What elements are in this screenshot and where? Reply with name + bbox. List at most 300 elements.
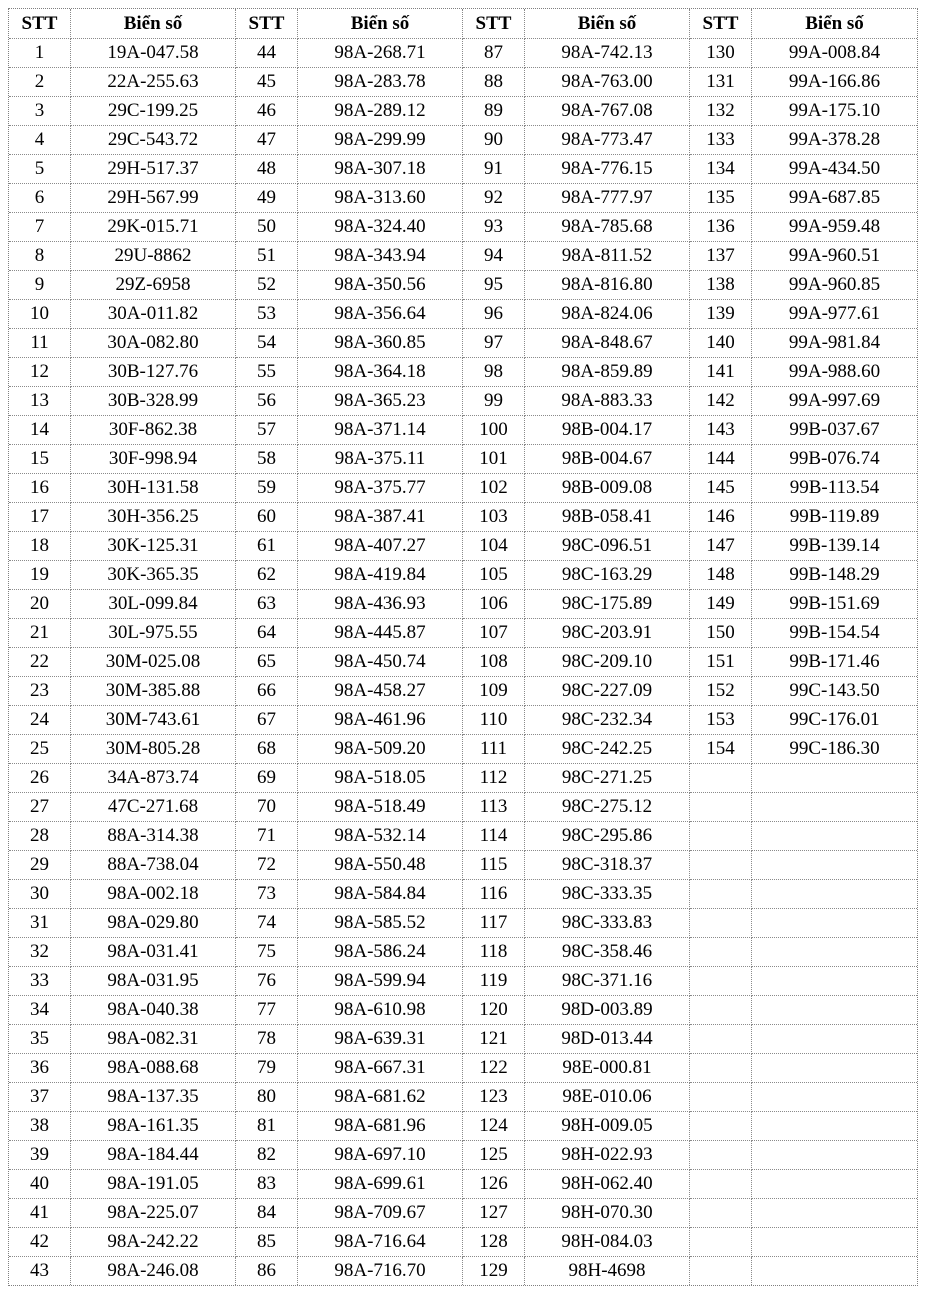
plate-cell: 99A-687.85	[752, 184, 917, 213]
plate-cell	[752, 1199, 917, 1228]
stt-cell: 6	[9, 184, 71, 213]
plate-cell: 98A-031.41	[71, 938, 236, 967]
table-row	[9, 880, 917, 909]
plate-cell: 98A-742.13	[525, 39, 690, 68]
plate-cell: 98A-029.80	[71, 909, 236, 938]
table-row	[9, 648, 917, 677]
stt-cell: 25	[9, 735, 71, 764]
table-row	[9, 358, 917, 387]
plate-cell	[752, 1141, 917, 1170]
table-row	[9, 213, 917, 242]
stt-cell	[690, 764, 752, 793]
plate-cell: 30F-862.38	[71, 416, 236, 445]
stt-cell: 154	[690, 735, 752, 764]
plate-cell: 99B-119.89	[752, 503, 917, 532]
plate-cell: 29H-567.99	[71, 184, 236, 213]
plate-cell: 98A-773.47	[525, 126, 690, 155]
stt-cell: 76	[236, 967, 298, 996]
plate-cell: 98A-610.98	[298, 996, 463, 1025]
plate-cell: 98A-767.08	[525, 97, 690, 126]
plate-cell: 99A-988.60	[752, 358, 917, 387]
stt-cell	[690, 1228, 752, 1257]
stt-cell: 36	[9, 1054, 71, 1083]
plate-cell: 98A-450.74	[298, 648, 463, 677]
plate-cell: 99A-997.69	[752, 387, 917, 416]
stt-cell: 59	[236, 474, 298, 503]
plate-cell: 98A-324.40	[298, 213, 463, 242]
plate-cell: 98H-022.93	[525, 1141, 690, 1170]
plate-cell: 98H-062.40	[525, 1170, 690, 1199]
stt-cell: 88	[463, 68, 525, 97]
stt-cell: 97	[463, 329, 525, 358]
stt-cell: 141	[690, 358, 752, 387]
plate-cell: 98A-709.67	[298, 1199, 463, 1228]
plate-cell	[752, 1112, 917, 1141]
plate-cell: 99A-960.85	[752, 271, 917, 300]
header-plate: Biển số	[752, 9, 917, 39]
plate-cell: 98A-360.85	[298, 329, 463, 358]
stt-cell: 118	[463, 938, 525, 967]
stt-cell: 62	[236, 561, 298, 590]
stt-cell	[690, 851, 752, 880]
plate-cell: 30H-131.58	[71, 474, 236, 503]
plate-cell: 98A-883.33	[525, 387, 690, 416]
stt-cell: 110	[463, 706, 525, 735]
plate-cell: 98C-318.37	[525, 851, 690, 880]
stt-cell: 80	[236, 1083, 298, 1112]
stt-cell: 138	[690, 271, 752, 300]
plate-cell: 98A-002.18	[71, 880, 236, 909]
stt-cell: 113	[463, 793, 525, 822]
table-row	[9, 909, 917, 938]
stt-cell: 124	[463, 1112, 525, 1141]
stt-cell	[690, 1141, 752, 1170]
stt-cell: 115	[463, 851, 525, 880]
stt-cell: 145	[690, 474, 752, 503]
plate-cell: 98A-509.20	[298, 735, 463, 764]
table-row	[9, 1170, 917, 1199]
plate-cell: 99B-148.29	[752, 561, 917, 590]
stt-cell: 69	[236, 764, 298, 793]
stt-cell: 57	[236, 416, 298, 445]
stt-cell: 7	[9, 213, 71, 242]
plate-cell: 30L-975.55	[71, 619, 236, 648]
plate-cell: 98A-776.15	[525, 155, 690, 184]
plate-cell: 98H-084.03	[525, 1228, 690, 1257]
stt-cell: 89	[463, 97, 525, 126]
table-row	[9, 300, 917, 329]
stt-cell: 148	[690, 561, 752, 590]
plate-cell: 99B-171.46	[752, 648, 917, 677]
table-row	[9, 793, 917, 822]
stt-cell: 151	[690, 648, 752, 677]
stt-cell: 149	[690, 590, 752, 619]
stt-cell	[690, 938, 752, 967]
plate-cell: 98C-203.91	[525, 619, 690, 648]
table-row	[9, 387, 917, 416]
plate-cell: 99B-076.74	[752, 445, 917, 474]
plate-cell: 88A-314.38	[71, 822, 236, 851]
stt-cell: 102	[463, 474, 525, 503]
stt-cell: 84	[236, 1199, 298, 1228]
stt-cell: 78	[236, 1025, 298, 1054]
stt-cell	[690, 909, 752, 938]
stt-cell: 92	[463, 184, 525, 213]
plate-cell: 98H-070.30	[525, 1199, 690, 1228]
plate-cell	[752, 909, 917, 938]
table-row	[9, 242, 917, 271]
plate-cell	[752, 764, 917, 793]
plate-cell: 30L-099.84	[71, 590, 236, 619]
stt-cell: 46	[236, 97, 298, 126]
table-row	[9, 532, 917, 561]
stt-cell: 135	[690, 184, 752, 213]
stt-cell: 31	[9, 909, 71, 938]
header-plate: Biển số	[298, 9, 463, 39]
stt-cell: 134	[690, 155, 752, 184]
stt-cell: 54	[236, 329, 298, 358]
plate-cell: 98C-358.46	[525, 938, 690, 967]
stt-cell: 136	[690, 213, 752, 242]
plate-cell: 98A-785.68	[525, 213, 690, 242]
plate-cell: 98E-010.06	[525, 1083, 690, 1112]
stt-cell: 43	[9, 1257, 71, 1285]
plate-cell: 98A-699.61	[298, 1170, 463, 1199]
stt-cell	[690, 996, 752, 1025]
stt-cell: 51	[236, 242, 298, 271]
stt-cell: 55	[236, 358, 298, 387]
stt-cell: 75	[236, 938, 298, 967]
stt-cell: 58	[236, 445, 298, 474]
plate-cell: 98C-333.83	[525, 909, 690, 938]
stt-cell: 105	[463, 561, 525, 590]
stt-cell: 1	[9, 39, 71, 68]
plate-cell: 99A-175.10	[752, 97, 917, 126]
plate-cell: 98H-4698	[525, 1257, 690, 1285]
header-plate: Biển số	[71, 9, 236, 39]
stt-cell: 11	[9, 329, 71, 358]
table-row	[9, 97, 917, 126]
stt-cell: 130	[690, 39, 752, 68]
stt-cell: 127	[463, 1199, 525, 1228]
stt-cell: 34	[9, 996, 71, 1025]
stt-cell	[690, 822, 752, 851]
plate-cell	[752, 1025, 917, 1054]
plate-cell: 98A-031.95	[71, 967, 236, 996]
stt-cell: 100	[463, 416, 525, 445]
stt-cell: 20	[9, 590, 71, 619]
table-row	[9, 39, 917, 68]
plate-cell: 98D-003.89	[525, 996, 690, 1025]
plate-cell: 30B-127.76	[71, 358, 236, 387]
stt-cell: 4	[9, 126, 71, 155]
plate-cell: 29U-8862	[71, 242, 236, 271]
stt-cell: 50	[236, 213, 298, 242]
plate-cell: 98A-445.87	[298, 619, 463, 648]
stt-cell: 65	[236, 648, 298, 677]
plate-cell: 47C-271.68	[71, 793, 236, 822]
table-body	[9, 39, 917, 1285]
table-row	[9, 822, 917, 851]
plate-cell: 98A-365.23	[298, 387, 463, 416]
stt-cell: 68	[236, 735, 298, 764]
stt-cell: 14	[9, 416, 71, 445]
stt-cell: 109	[463, 677, 525, 706]
header-stt: STT	[463, 9, 525, 39]
stt-cell: 17	[9, 503, 71, 532]
plate-cell: 98A-667.31	[298, 1054, 463, 1083]
plate-cell: 98A-313.60	[298, 184, 463, 213]
stt-cell: 96	[463, 300, 525, 329]
header-row	[9, 9, 917, 39]
plate-list-table	[8, 8, 918, 1286]
stt-cell: 47	[236, 126, 298, 155]
stt-cell	[690, 1170, 752, 1199]
stt-cell: 73	[236, 880, 298, 909]
plate-cell: 98A-681.96	[298, 1112, 463, 1141]
stt-cell: 79	[236, 1054, 298, 1083]
stt-cell: 48	[236, 155, 298, 184]
table-row	[9, 735, 917, 764]
stt-cell: 101	[463, 445, 525, 474]
stt-cell: 95	[463, 271, 525, 300]
stt-cell: 91	[463, 155, 525, 184]
plate-cell: 98A-461.96	[298, 706, 463, 735]
stt-cell: 19	[9, 561, 71, 590]
stt-cell: 45	[236, 68, 298, 97]
plate-cell	[752, 1170, 917, 1199]
plate-cell: 30A-011.82	[71, 300, 236, 329]
stt-cell: 49	[236, 184, 298, 213]
plate-cell: 29K-015.71	[71, 213, 236, 242]
table-row	[9, 619, 917, 648]
plate-cell: 98A-364.18	[298, 358, 463, 387]
plate-cell: 30M-805.28	[71, 735, 236, 764]
plate-cell: 98A-161.35	[71, 1112, 236, 1141]
stt-cell: 94	[463, 242, 525, 271]
plate-cell: 98A-246.08	[71, 1257, 236, 1285]
stt-cell: 77	[236, 996, 298, 1025]
stt-cell	[690, 1025, 752, 1054]
table-row	[9, 851, 917, 880]
plate-cell: 98A-375.11	[298, 445, 463, 474]
plate-cell	[752, 938, 917, 967]
plate-cell: 99C-176.01	[752, 706, 917, 735]
stt-cell: 133	[690, 126, 752, 155]
plate-cell: 30B-328.99	[71, 387, 236, 416]
table-row	[9, 1199, 917, 1228]
plate-cell: 98A-859.89	[525, 358, 690, 387]
plate-cell: 99B-113.54	[752, 474, 917, 503]
stt-cell: 117	[463, 909, 525, 938]
stt-cell: 53	[236, 300, 298, 329]
stt-cell: 3	[9, 97, 71, 126]
stt-cell: 21	[9, 619, 71, 648]
plate-cell: 98C-271.25	[525, 764, 690, 793]
stt-cell: 24	[9, 706, 71, 735]
stt-cell: 9	[9, 271, 71, 300]
header-stt: STT	[690, 9, 752, 39]
stt-cell: 107	[463, 619, 525, 648]
stt-cell: 132	[690, 97, 752, 126]
plate-cell: 98C-175.89	[525, 590, 690, 619]
stt-cell	[690, 1083, 752, 1112]
plate-cell: 98B-009.08	[525, 474, 690, 503]
stt-cell: 126	[463, 1170, 525, 1199]
stt-cell: 41	[9, 1199, 71, 1228]
table-row	[9, 155, 917, 184]
table-row	[9, 68, 917, 97]
stt-cell: 150	[690, 619, 752, 648]
plate-cell: 99C-186.30	[752, 735, 917, 764]
stt-cell: 5	[9, 155, 71, 184]
stt-cell: 143	[690, 416, 752, 445]
header-stt: STT	[9, 9, 71, 39]
plate-cell: 34A-873.74	[71, 764, 236, 793]
plate-cell: 99B-151.69	[752, 590, 917, 619]
table-row	[9, 329, 917, 358]
plate-cell: 30M-025.08	[71, 648, 236, 677]
stt-cell: 38	[9, 1112, 71, 1141]
stt-cell: 122	[463, 1054, 525, 1083]
plate-cell: 98A-697.10	[298, 1141, 463, 1170]
stt-cell: 103	[463, 503, 525, 532]
plate-cell: 99A-977.61	[752, 300, 917, 329]
plate-cell: 98A-586.24	[298, 938, 463, 967]
plate-cell: 98A-375.77	[298, 474, 463, 503]
table-row	[9, 271, 917, 300]
plate-cell	[752, 1083, 917, 1112]
plate-cell: 98A-777.97	[525, 184, 690, 213]
stt-cell: 33	[9, 967, 71, 996]
stt-cell: 42	[9, 1228, 71, 1257]
stt-cell: 70	[236, 793, 298, 822]
stt-cell	[690, 1257, 752, 1285]
stt-cell: 27	[9, 793, 71, 822]
stt-cell: 63	[236, 590, 298, 619]
plate-cell	[752, 1054, 917, 1083]
plate-cell: 98A-356.64	[298, 300, 463, 329]
plate-cell: 98A-763.00	[525, 68, 690, 97]
table-row	[9, 590, 917, 619]
plate-cell: 98A-639.31	[298, 1025, 463, 1054]
plate-cell: 98A-584.84	[298, 880, 463, 909]
plate-cell: 98A-137.35	[71, 1083, 236, 1112]
stt-cell: 112	[463, 764, 525, 793]
stt-cell: 137	[690, 242, 752, 271]
table-row	[9, 938, 917, 967]
plate-cell: 98C-295.86	[525, 822, 690, 851]
stt-cell: 147	[690, 532, 752, 561]
plate-cell: 99B-154.54	[752, 619, 917, 648]
plate-cell: 30A-082.80	[71, 329, 236, 358]
table-row	[9, 1054, 917, 1083]
plate-cell: 98H-009.05	[525, 1112, 690, 1141]
plate-cell: 98C-242.25	[525, 735, 690, 764]
stt-cell: 32	[9, 938, 71, 967]
stt-cell: 52	[236, 271, 298, 300]
table-row	[9, 474, 917, 503]
plate-cell: 98C-209.10	[525, 648, 690, 677]
plate-cell: 98A-407.27	[298, 532, 463, 561]
stt-cell	[690, 880, 752, 909]
plate-cell: 98A-811.52	[525, 242, 690, 271]
plate-list-sheet	[8, 8, 916, 1286]
plate-cell	[752, 996, 917, 1025]
stt-cell: 10	[9, 300, 71, 329]
stt-cell: 142	[690, 387, 752, 416]
stt-cell	[690, 793, 752, 822]
table-row	[9, 967, 917, 996]
stt-cell: 13	[9, 387, 71, 416]
plate-cell: 22A-255.63	[71, 68, 236, 97]
stt-cell: 125	[463, 1141, 525, 1170]
plate-cell: 98A-458.27	[298, 677, 463, 706]
stt-cell: 83	[236, 1170, 298, 1199]
stt-cell: 64	[236, 619, 298, 648]
plate-cell: 98A-191.05	[71, 1170, 236, 1199]
plate-cell: 29Z-6958	[71, 271, 236, 300]
plate-cell: 98B-058.41	[525, 503, 690, 532]
plate-cell: 99A-960.51	[752, 242, 917, 271]
stt-cell: 116	[463, 880, 525, 909]
plate-cell: 29H-517.37	[71, 155, 236, 184]
stt-cell: 30	[9, 880, 71, 909]
plate-cell: 30F-998.94	[71, 445, 236, 474]
plate-cell: 98A-350.56	[298, 271, 463, 300]
stt-cell: 26	[9, 764, 71, 793]
plate-cell: 99A-008.84	[752, 39, 917, 68]
plate-cell: 98A-824.06	[525, 300, 690, 329]
plate-cell: 98A-816.80	[525, 271, 690, 300]
stt-cell: 74	[236, 909, 298, 938]
plate-cell: 98A-419.84	[298, 561, 463, 590]
plate-cell: 30M-385.88	[71, 677, 236, 706]
stt-cell: 111	[463, 735, 525, 764]
table-row	[9, 996, 917, 1025]
plate-cell: 98A-518.49	[298, 793, 463, 822]
plate-cell: 98A-387.41	[298, 503, 463, 532]
plate-cell: 99A-959.48	[752, 213, 917, 242]
stt-cell: 106	[463, 590, 525, 619]
stt-cell: 90	[463, 126, 525, 155]
stt-cell	[690, 1054, 752, 1083]
stt-cell: 39	[9, 1141, 71, 1170]
plate-cell: 98A-599.94	[298, 967, 463, 996]
plate-cell: 98A-585.52	[298, 909, 463, 938]
table-row	[9, 561, 917, 590]
stt-cell: 18	[9, 532, 71, 561]
plate-cell: 98B-004.67	[525, 445, 690, 474]
plate-cell	[752, 1257, 917, 1285]
plate-cell: 99A-166.86	[752, 68, 917, 97]
table-row	[9, 1228, 917, 1257]
stt-cell: 15	[9, 445, 71, 474]
stt-cell: 129	[463, 1257, 525, 1285]
plate-cell: 98A-848.67	[525, 329, 690, 358]
stt-cell: 22	[9, 648, 71, 677]
stt-cell: 72	[236, 851, 298, 880]
stt-cell: 2	[9, 68, 71, 97]
plate-cell: 98A-268.71	[298, 39, 463, 68]
plate-cell: 99B-139.14	[752, 532, 917, 561]
table-row	[9, 764, 917, 793]
plate-cell: 98A-040.38	[71, 996, 236, 1025]
table-row	[9, 416, 917, 445]
stt-cell: 86	[236, 1257, 298, 1285]
stt-cell: 28	[9, 822, 71, 851]
plate-cell: 98A-242.22	[71, 1228, 236, 1257]
